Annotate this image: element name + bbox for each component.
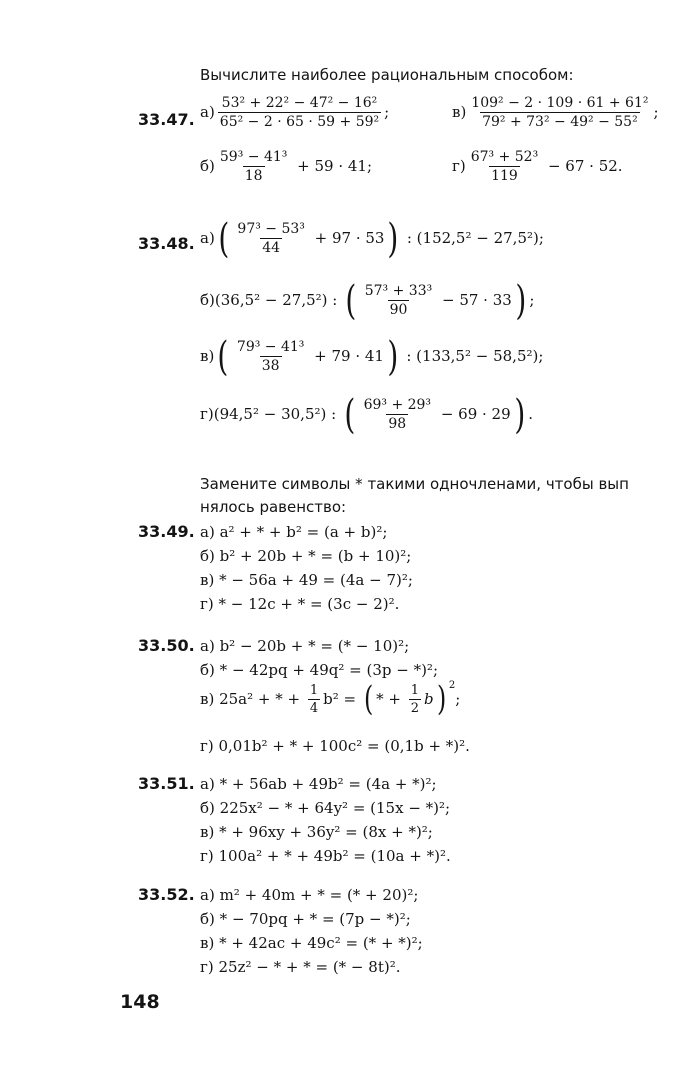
numerator: 67³ + 52³: [470, 149, 539, 165]
variable: b: [424, 690, 434, 708]
problem-item: [200, 960, 400, 975]
expression-part: + 97 · 53: [309, 229, 385, 247]
item-label: б): [200, 799, 215, 817]
problem-item: [200, 639, 409, 654]
equation: * + 56ab + 49b² = (4a + *)²;: [219, 775, 437, 793]
instruction-heading-cont: нялось равенство:: [200, 498, 347, 516]
problem-item: [200, 150, 372, 183]
expression-part: b² =: [323, 690, 361, 708]
problem-item: [200, 215, 544, 262]
fraction: [363, 284, 434, 317]
denominator: 4: [309, 701, 319, 716]
expression-head: 25a² + * +: [219, 690, 305, 708]
problem-item: [452, 96, 659, 129]
problem-item: [200, 888, 418, 903]
problem-item: [200, 391, 534, 438]
item-label: г): [200, 847, 214, 865]
numerator: 1: [410, 683, 420, 698]
problem-item: [200, 739, 470, 754]
item-label: в): [200, 690, 215, 708]
problem-item: [200, 912, 411, 927]
problem-item: [200, 825, 433, 840]
numerator: 53² + 22² − 47² − 16²: [221, 95, 378, 111]
fraction: [308, 684, 320, 715]
expression-tail: .: [528, 405, 534, 423]
item-label: в): [200, 934, 215, 952]
denominator: 18: [244, 168, 263, 184]
left-paren: (: [363, 678, 374, 719]
equation: 100a² + * + 49b² = (10a + *)².: [218, 847, 451, 865]
instruction-heading: Вычислите наиболее рациональным способом:: [200, 66, 574, 84]
problem-item: [200, 777, 437, 792]
problem-number: 33.49.: [138, 522, 195, 541]
fraction: [218, 150, 289, 183]
denominator: 44: [262, 240, 281, 256]
fraction: [218, 96, 381, 129]
item-label: в): [200, 347, 215, 365]
left-paren: (: [218, 215, 230, 262]
expression-tail: : (133,5² − 58,5²);: [401, 347, 544, 365]
fraction: [235, 222, 306, 255]
item-label: г): [200, 595, 214, 613]
item-label: в): [200, 823, 215, 841]
item-label: а): [200, 229, 215, 247]
item-label: г): [200, 737, 214, 755]
equation: m² + 40m + * = (* + 20)²;: [219, 886, 419, 904]
problem-number: 33.50.: [138, 636, 195, 655]
item-label: б): [200, 291, 215, 309]
equation: b² − 20b + * = (* − 10)²;: [219, 637, 410, 655]
problem-item: [200, 277, 535, 324]
fraction: [469, 96, 650, 129]
numerator: 69³ + 29³: [363, 397, 432, 413]
item-label: а): [200, 886, 215, 904]
equation: * − 42pq + 49q² = (3p − *)²;: [219, 661, 438, 679]
problem-item: [200, 936, 423, 951]
right-paren: ): [513, 391, 525, 438]
denominator: 2: [410, 701, 420, 716]
denominator: 119: [491, 168, 518, 184]
equation: a² + * + b² = (a + b)²;: [219, 523, 388, 541]
expression-tail: − 67 · 52.: [543, 157, 623, 175]
numerator: 59³ − 41³: [219, 149, 288, 165]
problem-number: 33.52.: [138, 885, 195, 904]
equation: 25z² − * + * = (* − 8t)².: [218, 958, 401, 976]
right-paren: ): [515, 277, 527, 324]
equation: * + 42ac + 49c² = (* + *)²;: [219, 934, 423, 952]
item-label: а): [200, 775, 215, 793]
item-label: а): [200, 637, 215, 655]
expression-part: − 57 · 33: [437, 291, 512, 309]
fraction: [235, 340, 306, 373]
fraction: [409, 684, 421, 715]
instruction-heading: Замените символы * такими одночленами, чтобы вып: [200, 475, 629, 493]
fraction: [469, 150, 540, 183]
problem-item: [452, 150, 623, 183]
item-label: г): [452, 157, 466, 175]
equation: 225x² − * + 64y² = (15x − *)²;: [219, 799, 451, 817]
expression-tail: ;: [653, 103, 659, 121]
problem-item: [200, 96, 389, 129]
problem-item: [200, 801, 450, 816]
item-label: в): [452, 103, 467, 121]
fraction: [362, 398, 433, 431]
item-label: б): [200, 661, 215, 679]
exponent: 2: [448, 679, 456, 691]
numerator: 109² − 2 · 109 · 61 + 61²: [471, 95, 649, 111]
item-label: а): [200, 103, 215, 121]
expression-tail: ;: [455, 690, 461, 708]
expression-part: * +: [376, 690, 406, 708]
problem-item: [200, 849, 451, 864]
problem-item: [200, 549, 411, 564]
expression-tail: : (152,5² − 27,5²);: [402, 229, 544, 247]
problem-number: 33.47.: [138, 110, 195, 129]
right-paren: ): [387, 215, 399, 262]
item-label: в): [200, 571, 215, 589]
page-number: 148: [120, 991, 160, 1013]
left-paren: (: [344, 391, 356, 438]
equation: * − 56a + 49 = (4a − 7)²;: [219, 571, 413, 589]
problem-item: [200, 525, 387, 540]
equation: * − 70pq + * = (7p − *)²;: [219, 910, 411, 928]
denominator: 79² + 73² − 49² − 55²: [482, 114, 638, 130]
problem-item: [200, 573, 413, 588]
equation: 0,01b² + * + 100c² = (0,1b + *)².: [218, 737, 470, 755]
expression-tail: ;: [384, 103, 390, 121]
denominator: 90: [389, 302, 408, 318]
numerator: 57³ + 33³: [364, 283, 433, 299]
expression-tail: ;: [529, 291, 535, 309]
numerator: 1: [309, 683, 319, 698]
problem-item: [200, 333, 544, 380]
denominator: 65² − 2 · 65 · 59 + 59²: [219, 114, 380, 130]
expression-head: (94,5² − 30,5²) :: [213, 405, 341, 423]
item-label: б): [200, 910, 215, 928]
equation: b² + 20b + * = (b + 10)²;: [219, 547, 412, 565]
left-paren: (: [345, 277, 357, 324]
problem-item: [200, 597, 399, 612]
expression-part: − 69 · 29: [436, 405, 511, 423]
left-paren: (: [217, 333, 229, 380]
equation: * − 12c + * = (3c − 2)².: [218, 595, 400, 613]
expression-head: (36,5² − 27,5²) :: [214, 291, 343, 309]
denominator: 98: [388, 416, 407, 432]
item-label: б): [200, 157, 215, 175]
numerator: 79³ − 41³: [236, 339, 305, 355]
problem-number: 33.48.: [138, 234, 195, 253]
item-label: а): [200, 523, 215, 541]
right-paren: ): [436, 678, 446, 719]
expression-tail: + 59 · 41;: [292, 157, 373, 175]
item-label: г): [200, 405, 214, 423]
right-paren: ): [387, 333, 399, 380]
item-label: б): [200, 547, 215, 565]
problem-item: [200, 663, 438, 678]
equation: * + 96xy + 36y² = (8x + *)²;: [219, 823, 433, 841]
problem-number: 33.51.: [138, 774, 195, 793]
problem-item: [200, 678, 461, 719]
numerator: 97³ − 53³: [237, 221, 305, 237]
item-label: г): [200, 958, 214, 976]
denominator: 38: [261, 358, 280, 374]
expression-part: + 79 · 41: [309, 347, 384, 365]
